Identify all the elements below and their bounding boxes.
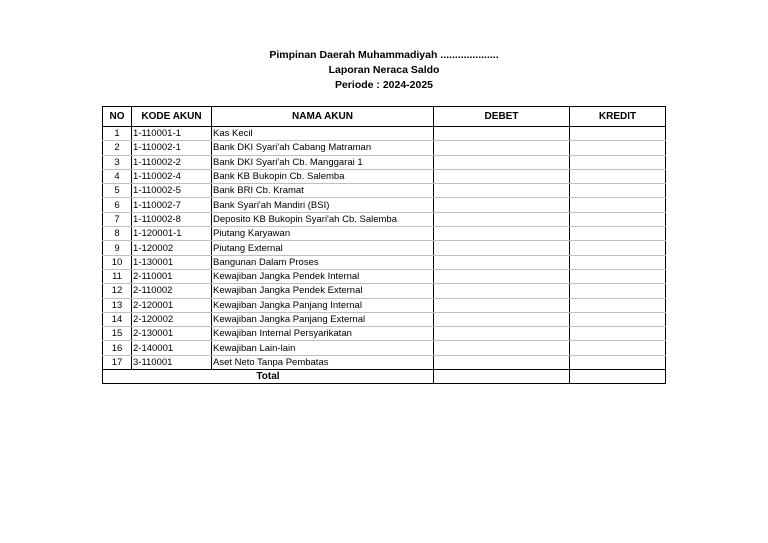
- row-number-cell: 11: [103, 269, 132, 283]
- account-name-cell: Bangunan Dalam Proses: [212, 255, 434, 269]
- report-title: Laporan Neraca Saldo: [328, 64, 440, 76]
- column-header-no: NO: [103, 107, 132, 127]
- account-name-cell: Aset Neto Tanpa Pembatas: [212, 355, 434, 369]
- kredit-cell[interactable]: [570, 184, 666, 198]
- account-code-cell: 1-120002: [132, 241, 212, 255]
- kredit-cell[interactable]: [570, 198, 666, 212]
- debet-cell[interactable]: [434, 284, 570, 298]
- account-code-cell: 1-110002-5: [132, 184, 212, 198]
- table-row: [103, 255, 666, 269]
- account-name-cell: Piutang Karyawan: [212, 227, 434, 241]
- column-header-nama-akun: NAMA AKUN: [212, 107, 434, 127]
- account-name-cell: Kewajiban Jangka Panjang External: [212, 312, 434, 326]
- kredit-cell[interactable]: [570, 155, 666, 169]
- table-row: [103, 184, 666, 198]
- account-code-cell: 1-110001-1: [132, 127, 212, 141]
- kredit-cell[interactable]: [570, 312, 666, 326]
- row-number-cell: 17: [103, 355, 132, 369]
- account-name-cell: Piutang External: [212, 241, 434, 255]
- trial-balance-table: [102, 106, 666, 384]
- debet-cell[interactable]: [434, 355, 570, 369]
- account-code-cell: 1-120001-1: [132, 227, 212, 241]
- debet-cell[interactable]: [434, 227, 570, 241]
- debet-cell[interactable]: [434, 141, 570, 155]
- table-row: [103, 355, 666, 369]
- kredit-cell[interactable]: [570, 255, 666, 269]
- row-number-cell: 16: [103, 341, 132, 355]
- table-row: [103, 284, 666, 298]
- account-name-cell: Bank DKI Syari'ah Cabang Matraman: [212, 141, 434, 155]
- account-code-cell: 1-110002-7: [132, 198, 212, 212]
- debet-cell[interactable]: [434, 155, 570, 169]
- account-code-cell: 2-120002: [132, 312, 212, 326]
- column-header-debet: DEBET: [434, 107, 570, 127]
- debet-cell[interactable]: [434, 169, 570, 183]
- account-name-cell: Bank DKI Syari'ah Cb. Manggarai 1: [212, 155, 434, 169]
- table-row: [103, 298, 666, 312]
- debet-cell[interactable]: [434, 212, 570, 226]
- account-name-cell: Kewajiban Lain-lain: [212, 341, 434, 355]
- kredit-cell[interactable]: [570, 298, 666, 312]
- report-period: Periode : 2024-2025: [334, 79, 434, 91]
- table-row: [103, 241, 666, 255]
- report-header: [0, 48, 768, 93]
- row-number-cell: 6: [103, 198, 132, 212]
- debet-cell[interactable]: [434, 127, 570, 141]
- account-name-cell: Kas Kecil: [212, 127, 434, 141]
- kredit-cell[interactable]: [570, 212, 666, 226]
- column-header-kredit: KREDIT: [570, 107, 666, 127]
- total-row: [103, 370, 666, 384]
- debet-cell[interactable]: [434, 198, 570, 212]
- debet-cell[interactable]: [434, 255, 570, 269]
- kredit-cell[interactable]: [570, 227, 666, 241]
- debet-cell[interactable]: [434, 312, 570, 326]
- account-name-cell: Kewajiban Jangka Pendek Internal: [212, 269, 434, 283]
- row-number-cell: 14: [103, 312, 132, 326]
- kredit-cell[interactable]: [570, 341, 666, 355]
- account-code-cell: 2-130001: [132, 327, 212, 341]
- debet-cell[interactable]: [434, 327, 570, 341]
- row-number-cell: 4: [103, 169, 132, 183]
- account-name-cell: Bank KB Bukopin Cb. Salemba: [212, 169, 434, 183]
- row-number-cell: 7: [103, 212, 132, 226]
- row-number-cell: 8: [103, 227, 132, 241]
- row-number-cell: 1: [103, 127, 132, 141]
- account-code-cell: 2-140001: [132, 341, 212, 355]
- table-header-row: [103, 107, 666, 127]
- kredit-cell[interactable]: [570, 141, 666, 155]
- row-number-cell: 9: [103, 241, 132, 255]
- account-code-cell: 1-110002-1: [132, 141, 212, 155]
- row-number-cell: 2: [103, 141, 132, 155]
- total-label: Total: [103, 370, 434, 384]
- account-code-cell: 2-110001: [132, 269, 212, 283]
- account-code-cell: 2-110002: [132, 284, 212, 298]
- account-code-cell: 1-110002-2: [132, 155, 212, 169]
- debet-cell[interactable]: [434, 184, 570, 198]
- row-number-cell: 13: [103, 298, 132, 312]
- kredit-cell[interactable]: [570, 127, 666, 141]
- kredit-cell[interactable]: [570, 241, 666, 255]
- table-row: [103, 312, 666, 326]
- account-name-cell: Bank Syari'ah Mandiri (BSI): [212, 198, 434, 212]
- account-name-cell: Bank BRI Cb. Kramat: [212, 184, 434, 198]
- debet-cell[interactable]: [434, 241, 570, 255]
- account-code-cell: 2-120001: [132, 298, 212, 312]
- total-debet-cell[interactable]: [434, 370, 570, 384]
- organization-title: Pimpinan Daerah Muhammadiyah ....................: [269, 49, 499, 61]
- kredit-cell[interactable]: [570, 169, 666, 183]
- table-row: [103, 227, 666, 241]
- account-name-cell: Kewajiban Jangka Panjang Internal: [212, 298, 434, 312]
- table-row: [103, 212, 666, 226]
- table-row: [103, 141, 666, 155]
- kredit-cell[interactable]: [570, 269, 666, 283]
- table-row: [103, 269, 666, 283]
- total-kredit-cell[interactable]: [570, 370, 666, 384]
- table-row: [103, 198, 666, 212]
- kredit-cell[interactable]: [570, 355, 666, 369]
- row-number-cell: 15: [103, 327, 132, 341]
- debet-cell[interactable]: [434, 269, 570, 283]
- row-number-cell: 5: [103, 184, 132, 198]
- account-name-cell: Kewajiban Internal Persyarikatan: [212, 327, 434, 341]
- column-header-kode-akun: KODE AKUN: [132, 107, 212, 127]
- kredit-cell[interactable]: [570, 327, 666, 341]
- debet-cell[interactable]: [434, 298, 570, 312]
- account-name-cell: Kewajiban Jangka Pendek External: [212, 284, 434, 298]
- table-row: [103, 341, 666, 355]
- table-row: [103, 327, 666, 341]
- table-row: [103, 127, 666, 141]
- kredit-cell[interactable]: [570, 284, 666, 298]
- table-row: [103, 155, 666, 169]
- row-number-cell: 10: [103, 255, 132, 269]
- account-code-cell: 1-110002-4: [132, 169, 212, 183]
- row-number-cell: 3: [103, 155, 132, 169]
- account-name-cell: Deposito KB Bukopin Syari'ah Cb. Salemba: [212, 212, 434, 226]
- account-code-cell: 1-110002-8: [132, 212, 212, 226]
- account-code-cell: 3-110001: [132, 355, 212, 369]
- table-body: [103, 127, 666, 370]
- account-code-cell: 1-130001: [132, 255, 212, 269]
- row-number-cell: 12: [103, 284, 132, 298]
- debet-cell[interactable]: [434, 341, 570, 355]
- table-row: [103, 169, 666, 183]
